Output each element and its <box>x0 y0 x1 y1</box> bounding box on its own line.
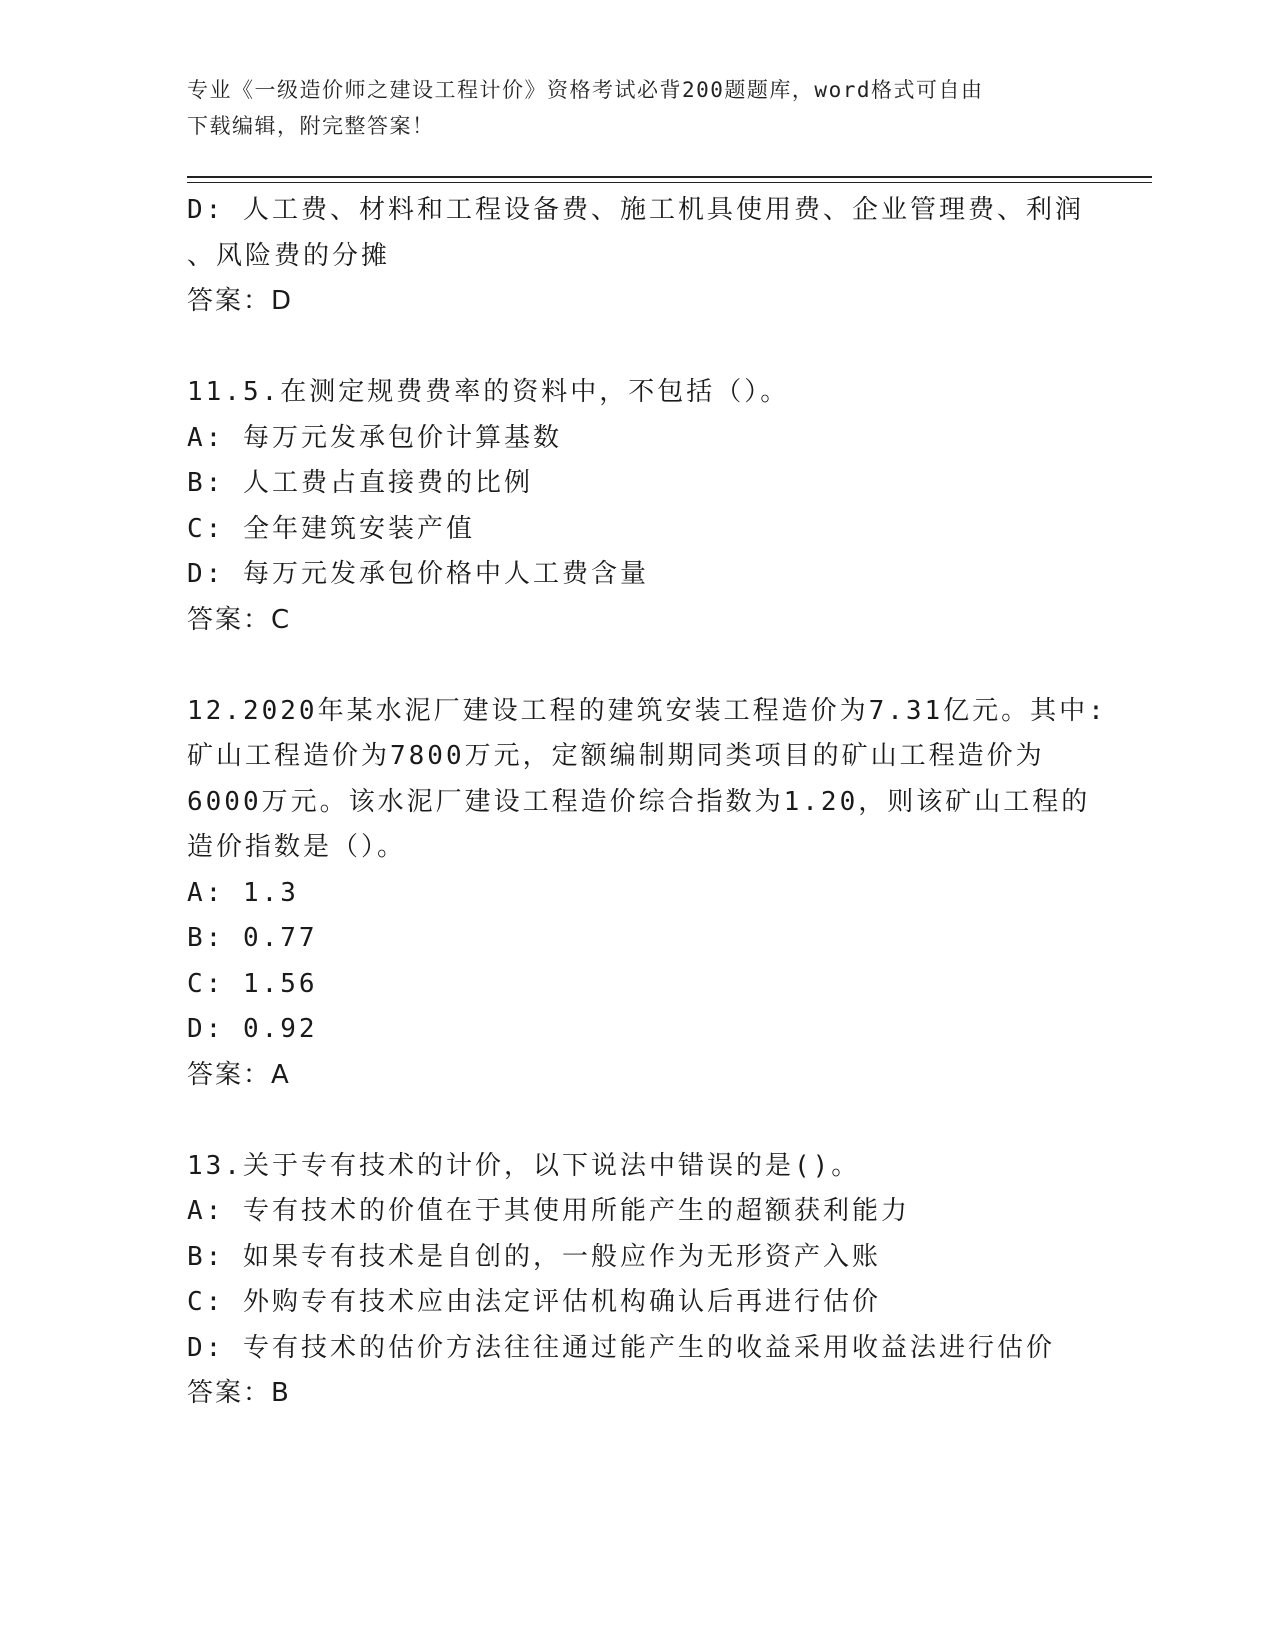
option-d: D: 专有技术的估价方法往往通过能产生的收益采用收益法进行估价 <box>187 1332 1055 1363</box>
question-stem: 11.5.在测定规费费率的资料中，不包括（）。 <box>187 377 790 407</box>
spacer <box>187 325 1087 371</box>
spacer <box>187 643 1087 689</box>
option-a: A: 专有技术的价值在于其使用所能产生的超额获利能力 <box>187 1196 910 1226</box>
option-c: C: 1.56 <box>187 968 318 999</box>
option-a: A: 1.3 <box>187 877 299 908</box>
option-d-continued: 、风险费的分摊 <box>187 240 391 271</box>
question-10-tail <box>187 188 1087 325</box>
question-stem-continued: 6000万元。该水泥厂建设工程造价综合指数为1.20，则该矿山工程的 <box>187 786 1091 817</box>
spacer <box>187 1098 1087 1144</box>
header-divider-thick <box>187 176 1152 178</box>
document-header <box>187 72 1067 144</box>
option-b: B: 如果专有技术是自创的，一般应作为无形资产入账 <box>187 1241 881 1272</box>
question-11 <box>187 370 1087 643</box>
option-d: D: 人工费、材料和工程设备费、施工机具使用费、企业管理费、利润 <box>187 195 1084 225</box>
header-line-2: 下载编辑，附完整答案！ <box>187 114 435 138</box>
header-divider-thin <box>187 182 1152 183</box>
question-content <box>187 188 1107 1417</box>
answer: 答案：D <box>187 286 294 316</box>
option-d: D: 0.92 <box>187 1014 318 1044</box>
header-line-1: 专业《一级造价师之建设工程计价》资格考试必背200题题库，word格式可自由 <box>187 78 984 102</box>
answer: 答案：A <box>187 1059 291 1090</box>
option-c: C: 外购专有技术应由法定评估机构确认后再进行估价 <box>187 1287 881 1317</box>
option-d: D: 每万元发承包价格中人工费含量 <box>187 559 649 589</box>
option-a: A: 每万元发承包价计算基数 <box>187 422 562 453</box>
option-b: B: 人工费占直接费的比例 <box>187 468 533 498</box>
question-stem-continued: 矿山工程造价为7800万元，定额编制期同类项目的矿山工程造价为 <box>187 741 1045 771</box>
answer: 答案：C <box>187 604 292 635</box>
question-stem: 13.关于专有技术的计价，以下说法中错误的是()。 <box>187 1150 861 1181</box>
question-stem: 12.2020年某水泥厂建设工程的建筑安装工程造价为7.31亿元。其中: <box>187 695 1107 726</box>
option-b: B: 0.77 <box>187 923 318 953</box>
question-stem-continued: 造价指数是（）。 <box>187 832 407 862</box>
option-c: C: 全年建筑安装产值 <box>187 513 475 544</box>
question-13 <box>187 1144 1087 1417</box>
question-12 <box>187 689 1107 1099</box>
answer: 答案：B <box>187 1378 291 1408</box>
